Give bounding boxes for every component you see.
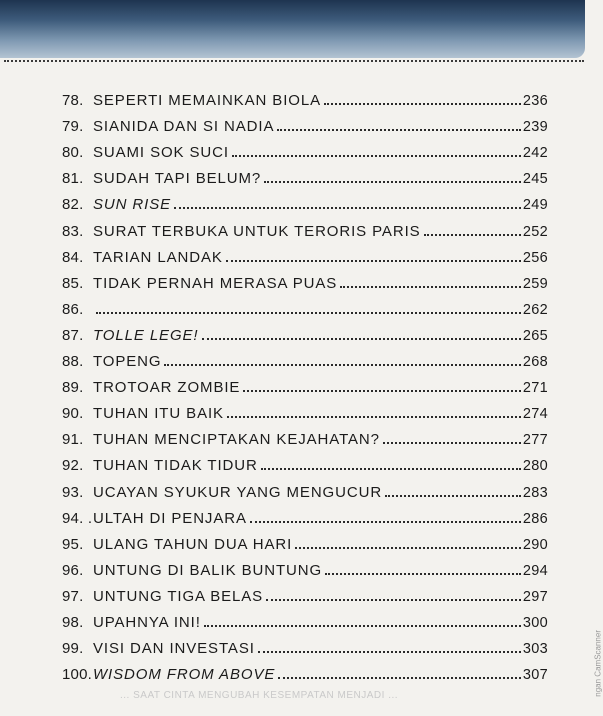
entry-title: SUN RISE bbox=[93, 196, 172, 214]
header-banner bbox=[0, 0, 585, 58]
entry-page-number: 262 bbox=[522, 301, 548, 318]
entry-number: 86. bbox=[62, 300, 84, 318]
entry-title: TROTOAR ZOMBIE bbox=[93, 379, 241, 397]
dot-leader bbox=[264, 181, 521, 183]
toc-entry bbox=[0, 635, 600, 661]
entry-number: 80. bbox=[62, 144, 84, 162]
entry-page-number: 252 bbox=[522, 223, 548, 240]
entry-number: 97. bbox=[62, 587, 84, 605]
entry-number: 88. bbox=[62, 353, 84, 371]
dot-leader bbox=[424, 234, 521, 236]
toc-entry bbox=[0, 374, 600, 400]
dot-leader bbox=[174, 207, 521, 209]
entry-title: UNTUNG DI BALIK BUNTUNG bbox=[93, 561, 323, 579]
entry-page-number: 274 bbox=[522, 406, 548, 423]
dot-leader bbox=[295, 547, 521, 549]
entry-title: TOPENG bbox=[93, 353, 162, 371]
entry-number: 94. . bbox=[62, 509, 93, 527]
entry-page-number: 259 bbox=[522, 275, 548, 292]
toc-entry bbox=[0, 531, 600, 557]
toc-entry bbox=[0, 400, 600, 426]
toc-entry bbox=[0, 87, 600, 113]
entry-title-line bbox=[93, 562, 548, 579]
dot-leader bbox=[232, 155, 521, 157]
entry-title-line bbox=[93, 379, 548, 396]
entry-title: TARIAN LANDAK bbox=[93, 248, 223, 266]
dot-leader bbox=[261, 468, 521, 470]
toc-entry bbox=[0, 322, 600, 348]
toc-entry bbox=[0, 505, 600, 531]
toc-entry bbox=[0, 270, 600, 296]
toc-entry bbox=[0, 191, 600, 217]
dot-leader bbox=[278, 677, 521, 679]
toc-entry bbox=[0, 426, 600, 452]
entry-title: ULANG TAHUN DUA HARI bbox=[93, 535, 293, 553]
entry-title: SIANIDA DAN SI NADIA bbox=[93, 118, 275, 136]
bleed-through-text: ... SAAT CINTA MENGUBAH KESEMPATAN MENJADI ... bbox=[120, 690, 399, 701]
entry-page-number: 307 bbox=[522, 667, 548, 684]
dot-leader bbox=[227, 416, 521, 418]
entry-title-line bbox=[93, 144, 548, 161]
entry-page-number: 268 bbox=[522, 354, 548, 371]
dot-leader bbox=[164, 364, 520, 366]
dotted-divider bbox=[4, 60, 584, 62]
entry-page-number: 265 bbox=[522, 327, 548, 344]
dot-leader bbox=[226, 260, 521, 262]
entry-title-line bbox=[93, 614, 548, 631]
entry-title-line bbox=[93, 457, 548, 474]
toc-entry bbox=[0, 113, 600, 139]
entry-page-number: 297 bbox=[522, 588, 548, 605]
entry-title-line bbox=[93, 196, 548, 213]
entry-number: 81. bbox=[62, 170, 84, 188]
entry-title: VISI DAN INVESTASI bbox=[93, 640, 255, 658]
entry-title-line bbox=[93, 170, 548, 187]
entry-number: 100. bbox=[62, 666, 92, 684]
toc-entry bbox=[0, 661, 600, 687]
dot-leader bbox=[96, 312, 521, 314]
entry-page-number: 294 bbox=[522, 562, 548, 579]
entry-number: 89. bbox=[62, 379, 84, 397]
toc-entry bbox=[0, 296, 600, 322]
entry-title-line bbox=[93, 431, 548, 448]
table-of-contents bbox=[0, 87, 600, 687]
entry-title: TOLLE LEGE! bbox=[93, 326, 199, 344]
entry-title: WISDOM FROM ABOVE bbox=[93, 666, 276, 684]
entry-page-number: 242 bbox=[522, 145, 548, 162]
entry-title-line bbox=[93, 588, 548, 605]
entry-number: 87. bbox=[62, 326, 84, 344]
dot-leader bbox=[204, 625, 521, 627]
entry-number: 83. bbox=[62, 222, 84, 240]
entry-number: 91. bbox=[62, 431, 84, 449]
entry-page-number: 239 bbox=[522, 119, 548, 136]
entry-page-number: 290 bbox=[522, 536, 548, 553]
dot-leader bbox=[340, 286, 521, 288]
entry-title: SEPERTI MEMAINKAN BIOLA bbox=[93, 92, 321, 110]
entry-number: 95. bbox=[62, 535, 84, 553]
entry-title-line bbox=[93, 327, 548, 344]
entry-title-line bbox=[93, 275, 548, 292]
toc-entry bbox=[0, 557, 600, 583]
entry-page-number: 271 bbox=[522, 380, 548, 397]
entry-page-number: 236 bbox=[522, 93, 548, 110]
toc-entry bbox=[0, 139, 600, 165]
entry-title-line bbox=[93, 92, 548, 109]
entry-page-number: 277 bbox=[522, 432, 548, 449]
entry-title-line bbox=[93, 536, 548, 553]
entry-title-line bbox=[93, 405, 548, 422]
entry-title: SURAT TERBUKA UNTUK TERORIS PARIS bbox=[93, 222, 421, 240]
entry-page-number: 300 bbox=[522, 614, 548, 631]
entry-page-number: 249 bbox=[522, 197, 548, 214]
entry-page-number: 256 bbox=[522, 249, 548, 266]
entry-number: 98. bbox=[62, 613, 84, 631]
scanner-watermark: ngan CamScanner bbox=[594, 630, 603, 697]
entry-title-line bbox=[93, 510, 548, 527]
entry-number: 84. bbox=[62, 248, 84, 266]
entry-title-line bbox=[93, 302, 548, 318]
toc-entry bbox=[0, 244, 600, 270]
entry-number: 96. bbox=[62, 561, 84, 579]
entry-title-line bbox=[93, 223, 548, 240]
entry-title: ULTAH DI PENJARA bbox=[93, 509, 247, 527]
entry-page-number: 283 bbox=[522, 484, 548, 501]
dot-leader bbox=[385, 495, 521, 497]
dot-leader bbox=[324, 103, 521, 105]
entry-number: 92. bbox=[62, 457, 84, 475]
toc-entry bbox=[0, 165, 600, 191]
toc-entry bbox=[0, 348, 600, 374]
entry-title-line bbox=[93, 118, 548, 135]
entry-title: SUAMI SOK SUCI bbox=[93, 144, 229, 162]
entry-title-line bbox=[93, 353, 548, 370]
entry-title-line bbox=[93, 666, 548, 683]
entry-page-number: 286 bbox=[522, 510, 548, 527]
toc-entry bbox=[0, 217, 600, 243]
dot-leader bbox=[258, 651, 521, 653]
entry-page-number: 280 bbox=[522, 458, 548, 475]
entry-title: TUHAN ITU BAIK bbox=[93, 405, 224, 423]
entry-number: 78. bbox=[62, 92, 84, 110]
entry-title: TIDAK PERNAH MERASA PUAS bbox=[93, 274, 338, 292]
dot-leader bbox=[250, 521, 521, 523]
entry-title: UNTUNG TIGA BELAS bbox=[93, 587, 264, 605]
dot-leader bbox=[202, 338, 521, 340]
dot-leader bbox=[243, 390, 521, 392]
toc-entry bbox=[0, 478, 600, 504]
entry-number: 79. bbox=[62, 118, 84, 136]
entry-page-number: 245 bbox=[522, 171, 548, 188]
dot-leader bbox=[383, 442, 521, 444]
entry-title: UCAYAN SYUKUR YANG MENGUCUR bbox=[93, 483, 383, 501]
toc-entry bbox=[0, 452, 600, 478]
entry-number: 93. bbox=[62, 483, 84, 501]
entry-page-number: 303 bbox=[522, 641, 548, 658]
entry-title-line bbox=[93, 249, 548, 266]
entry-title-line bbox=[93, 484, 548, 501]
entry-title-line bbox=[93, 640, 548, 657]
dot-leader bbox=[277, 129, 521, 131]
entry-number: 90. bbox=[62, 405, 84, 423]
entry-number: 85. bbox=[62, 274, 84, 292]
dot-leader bbox=[325, 573, 521, 575]
entry-number: 82. bbox=[62, 196, 84, 214]
entry-title: UPAHNYA INI! bbox=[93, 613, 201, 631]
toc-entry bbox=[0, 583, 600, 609]
entry-number: 99. bbox=[62, 640, 84, 658]
entry-title: SUDAH TAPI BELUM? bbox=[93, 170, 262, 188]
toc-entry bbox=[0, 609, 600, 635]
entry-title: TUHAN TIDAK TIDUR bbox=[93, 457, 258, 475]
dot-leader bbox=[266, 599, 521, 601]
entry-title: TUHAN MENCIPTAKAN KEJAHATAN? bbox=[93, 431, 380, 449]
